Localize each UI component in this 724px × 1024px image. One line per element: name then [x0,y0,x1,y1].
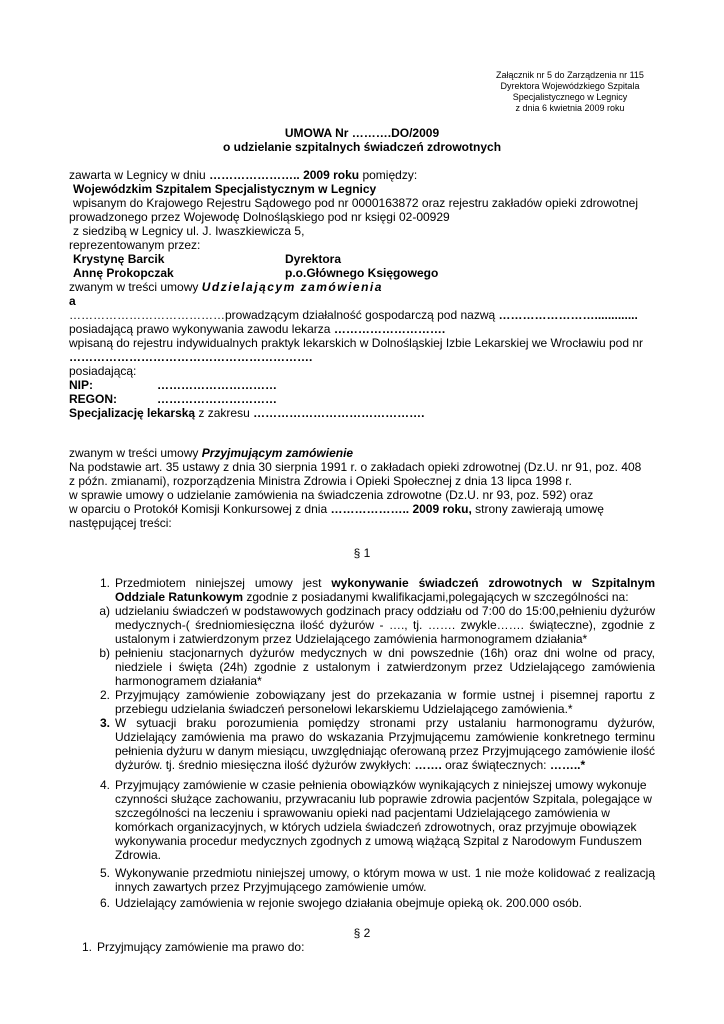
krs-line: wpisanym do Krajowego Rejestru Sądowego pod nr 0000163872 oraz rejestru zakładów opieki zdrowotnej [73,196,639,210]
list-letter: b) [99,646,110,660]
header-line: Załącznik nr 5 do Zarządzenia nr 115 [496,70,644,80]
text: strony zawierają umowę [471,502,604,516]
list-number: 6. [99,896,110,910]
regon-label: REGON: [69,392,117,406]
list-number: 1. [81,940,92,954]
nip-value: ………………………… [157,378,277,392]
party-name: Przyjmującym zamówienie [201,446,354,460]
attachment-header [470,70,670,114]
section-2-heading: § 2 [353,926,371,940]
text: zawarta w Legnicy w dniu [69,168,210,182]
list-letter: a) [99,604,110,618]
text: Przedmiotem niniejszej umowy jest [115,576,332,590]
list-number: 2. [99,688,110,702]
basis-line: następującej treści: [69,516,172,530]
clause-1-5: Wykonywanie przedmiotu niniejszej umowy, o którym mowa w ust. 1 nie może kolidować z realizacją innych zawartych przez Przyjmującego zamówienie umów. [115,866,655,894]
license-line [69,322,445,336]
role-2: p.o.Głównego Księgowego [285,266,439,280]
registry-line: wpisaną do rejestru indywidualnych praktyk lekarskich w Dolnośląskiej Izbie Lekarskiej we Wrocławiu pod nr [69,336,644,350]
contract-subtitle: o udzielanie szpitalnych świadczeń zdrowotnych [222,140,502,154]
blank: ……. [414,758,442,772]
date-blank: ………………….. 2009 roku [209,168,360,182]
registry-blank: ……………………………………………………. [69,350,313,364]
person-1: Krystynę Barcik [73,252,165,266]
blank: ………………………. [333,322,446,336]
blank: ……………………............. [498,308,638,322]
party-name: Udzielającym zamówienia [201,280,383,294]
text: wykonywanie świadczeń zdrowotnych w Szpitalnym Oddziale Ratunkowym [115,576,655,604]
text: W sytuacji braku porozumienia pomiędzy stronami przy ustalaniu harmonogramu dyżurów, Udzielający zamówienia ma prawo do wskazania Przyjmującemu zamówienie konkretnego terminu pełnienia dyżuru w danym miesiącu, uwzględniając oferowaną przez Przyjmującego zamówienie ilość dyżurów. tj. średnio miesięczna ilość dyżurów zwykłych: [115,716,655,772]
text: zgodnie z posiadanymi kwalifikacjami,polegających w szczególności na: [243,590,629,604]
called-line-2 [69,446,353,460]
intro-line [69,168,417,182]
specialization-line [69,406,424,420]
list-number: 1. [99,576,110,590]
clause-1-1b: pełnieniu stacjonarnych dyżurów medycznych w dni powszednie (16h) oraz dni wolne od pracy, niedziele i święta (24h) zgodnie z ustalonym i zatwierdzonym przez Udzielającego zamówienia harmonogramem działania* [115,646,655,688]
text: z zakresu [195,406,254,420]
clause-2-1: Przyjmujący zamówienie ma prawo do: [97,940,305,954]
text: zwanym w treści umowy [69,280,202,294]
register-line: prowadzonego przez Wojewodę Dolnośląskiego pod nr księgi 02-00929 [69,210,450,224]
header-line: z dnia 6 kwietnia 2009 roku [515,103,625,113]
basis-line: Na podstawie art. 35 ustawy z dnia 30 sierpnia 1991 r. o zakładach opieki zdrowotnej (Dz.U. nr 91, poz. 408 [69,460,642,474]
clause-1-1a: udzielaniu świadczeń w podstawowych godzinach pracy oddziału od 7:00 do 15:00,pełnieniu dyżurów medycznych-( średniomiesięczna ilość dyżurów - …., tj. ……. zwykle……. świąteczne), zgodnie z ustalonym i zatwierdzonym przez Udzielającego zamówienia harmonogramem działania* [115,604,655,646]
list-number: 5. [99,866,110,880]
contract-title: UMOWA Nr ……….DO/2009 [284,126,440,140]
represented-line: reprezentowanym przez: [69,238,201,252]
person-2: Annę Prokopczak [73,266,174,280]
conjunction: a [69,294,76,308]
text: zwanym w treści umowy [69,446,202,460]
text: w oparciu o Protokół Komisji Konkursowej z dnia [69,502,331,516]
clause-1-1 [115,576,655,604]
clause-1-3 [115,716,655,772]
header-line: Dyrektora Wojewódzkiego Szpitala [500,81,640,91]
clause-1-4: Przyjmujący zamówienie w czasie pełnienia obowiązków wynikających z niniejszej umowy wykonuje czynności służące zachowaniu, przywracaniu lub poprawie zdrowia pacjentów Szpitala, polegające w szczególności na leczeniu i sprawowaniu opieki nad pacjentami Udzielającego zamówienia w komórkach organizacyjnych, w których udziela świadczeń zdrowotnych, oraz przyjmuje obowiązek wykonywania procedur medycznych zgodnych z umową wiążącą Szpital z Narodowym Funduszem Zdrowia. [115,778,652,862]
section-1-heading: § 1 [353,546,371,560]
nip-label: NIP: [69,378,93,392]
blank: ……………….. 2009 roku, [330,502,472,516]
having-line: posiadającą: [69,364,137,378]
business-line [69,308,638,322]
basis-line: w sprawie umowy o udzielanie zamówienia na świadczenia zdrowotne (Dz.U. nr 93, poz. 592) oraz [69,488,594,502]
text: posiadającą prawo wykonywania zawodu lekarza [69,322,334,336]
list-number: 3. [99,716,110,730]
clause-1-6: Udzielający zamówienia w rejonie swojego działania obejmuje opieką ok. 200.000 osób. [115,896,582,910]
address-line: z siedzibą w Legnicy ul. J. Iwaszkiewicza 5, [73,224,305,238]
text: pomiędzy: [359,168,418,182]
hospital-name: Wojewódzkim Szpitalem Specjalistycznym w Legnicy [73,182,377,196]
regon-value: ………………………… [157,392,277,406]
clause-1-2: Przyjmujący zamówienie zobowiązany jest do przekazania w formie ustnej i pisemnej raportu z przebiegu udzielania świadczeń personelowi lekarskiemu Udzielającego zamówienia.* [115,688,655,716]
basis-line: z późn. zmianami), rozporządzenia Ministra Zdrowia i Opieki Społecznej z dnia 13 lipca 1998 r. [69,474,572,488]
header-line: Specjalistycznego w Legnicy [512,92,628,102]
blank: ……..* [549,758,586,772]
text: oraz świątecznych: [441,758,550,772]
called-line-1 [69,280,383,294]
blank: ……………………………………. [253,406,425,420]
list-number: 4. [99,778,110,792]
role-1: Dyrektora [285,252,342,266]
text: …………………………………prowadzącym działalność gospodarczą pod nazwą [69,308,499,322]
text: Specjalizację lekarską [69,406,196,420]
basis-line [69,502,604,516]
